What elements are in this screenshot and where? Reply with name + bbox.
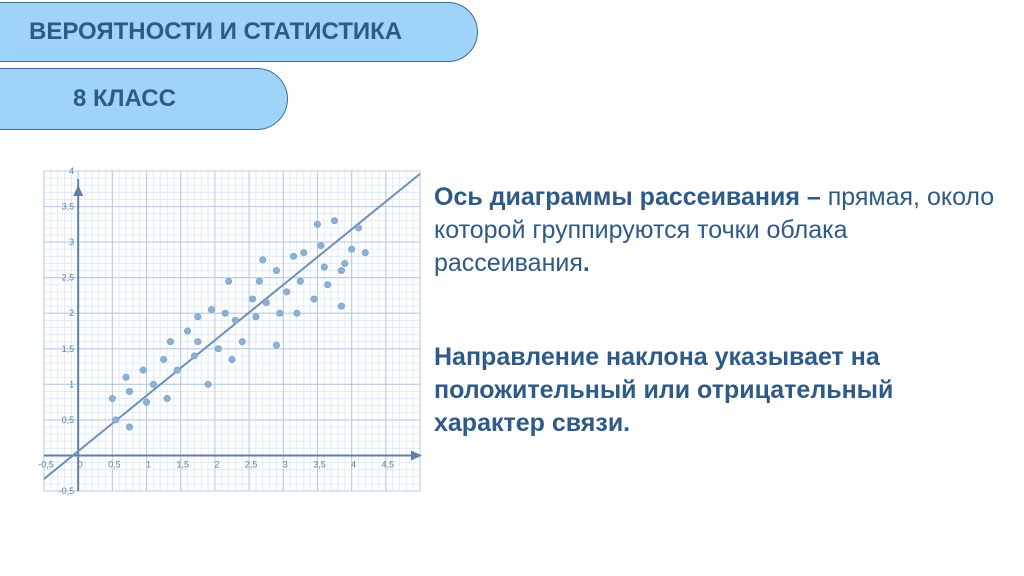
data-point (164, 395, 170, 401)
definition-paragraph (434, 181, 1004, 280)
data-point (150, 381, 156, 387)
y-tick-label: 0,5 (61, 414, 75, 425)
data-point (195, 338, 201, 344)
subject-banner (0, 2, 478, 62)
data-point (256, 278, 262, 284)
data-point (215, 346, 221, 352)
data-point (294, 310, 300, 316)
data-point (338, 267, 344, 273)
y-tick-label: 2 (69, 308, 75, 319)
data-point (348, 246, 354, 252)
data-point (167, 338, 173, 344)
data-point (205, 381, 211, 387)
definition-body: прямая, около которой группируются точки облака рассеивания (434, 183, 995, 277)
x-tick-label: 2,5 (244, 459, 258, 470)
x-tick-label: 4 (351, 459, 357, 470)
y-tick-label: 1 (69, 379, 75, 390)
data-point (174, 367, 180, 373)
y-tick-label: 3,5 (61, 201, 75, 212)
data-point (362, 250, 368, 256)
data-point (260, 257, 266, 263)
x-tick-label: 3 (282, 459, 288, 470)
data-point (126, 388, 132, 394)
data-point (109, 395, 115, 401)
data-point (297, 278, 303, 284)
data-point (143, 399, 149, 405)
data-point (225, 278, 231, 284)
x-tick-label: 3,5 (313, 459, 326, 470)
data-point (321, 264, 327, 270)
data-point (123, 374, 129, 380)
y-tick-label: 3 (69, 237, 75, 248)
data-point (140, 367, 146, 373)
data-point (355, 225, 361, 231)
data-point (311, 296, 317, 302)
data-point (283, 289, 289, 295)
data-point (273, 267, 279, 273)
y-tick-label: 4 (69, 166, 75, 176)
data-point (184, 328, 190, 334)
data-point (263, 299, 269, 305)
y-tick-label: 1,5 (61, 343, 75, 354)
trend-line (44, 174, 420, 479)
data-point (342, 260, 348, 266)
data-point (249, 296, 255, 302)
grade-title: 8 КЛАСС (73, 85, 176, 112)
x-tick-label: 1,5 (176, 459, 189, 470)
data-point (290, 253, 296, 259)
data-point (318, 242, 324, 248)
x-tick-label: 0 (77, 459, 83, 470)
data-point (160, 356, 166, 362)
definition-term: Ось диаграммы рассеивания – (434, 183, 821, 211)
data-point (113, 417, 119, 423)
x-tick-label: 2 (214, 459, 220, 470)
data-point (239, 338, 245, 344)
data-point (273, 342, 279, 348)
subject-title: ВЕРОЯТНОСТИ И СТАТИСТИКА (29, 18, 403, 45)
data-point (277, 310, 283, 316)
definition-end: . (582, 249, 590, 277)
data-point (222, 310, 228, 316)
data-point (301, 250, 307, 256)
data-point (126, 424, 132, 430)
x-tick-label: 1 (146, 459, 152, 470)
x-tick-label: 0,5 (108, 459, 121, 470)
scatter-chart (36, 165, 428, 497)
grade-banner (0, 68, 288, 130)
y-tick-label: 2,5 (61, 272, 75, 283)
y-tick-label: -0,5 (58, 486, 75, 496)
data-point (253, 314, 259, 320)
slope-paragraph: Направление наклона указывает на положительный или отрицательный характер связи. (434, 343, 894, 437)
data-point (331, 218, 337, 224)
data-point (338, 303, 344, 309)
data-point (191, 353, 197, 359)
data-point (195, 314, 201, 320)
x-tick-label: 4,5 (381, 459, 395, 470)
x-tick-label: -0,5 (38, 459, 54, 470)
data-point (325, 282, 331, 288)
y-axis-arrow (73, 185, 83, 196)
data-point (232, 317, 238, 323)
data-point (229, 356, 235, 362)
data-point (208, 306, 214, 312)
data-point (314, 221, 320, 227)
